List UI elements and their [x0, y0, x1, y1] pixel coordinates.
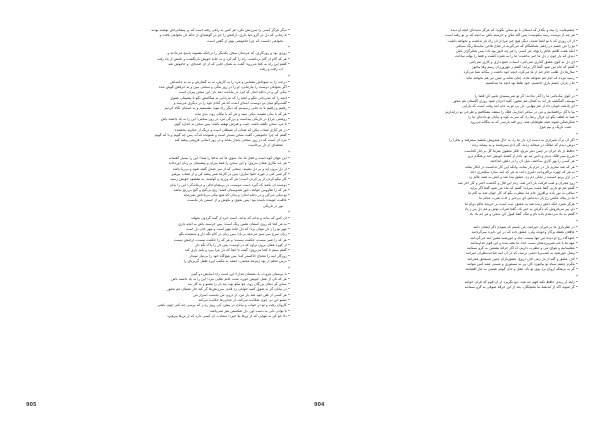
paragraph	[310, 138, 578, 217]
text-line: • گفتم غم تو دارم، گفتا غمت سرآید؛ گفتم که ماه من شو، گفتا اگر برآید	[470, 185, 578, 190]
text-line: • درس معلم ار بود زمزمهٔ محبتی، جمعه به مکتب آورد طفل گریزپای را	[183, 258, 290, 263]
text-line: • روزگار آینه را محتاج خاکستر کند؛ پس هیچ‌گاه خود را بی‌نیاز مپندار	[189, 253, 290, 258]
text-line: • مگرم چشم سیاه تو بیاموزد کار، ور نه مستوری و مستی همه کس نتوانند	[466, 262, 578, 267]
text-line: • هرگز نمیرد آنکه دلش زنده شد به عشق، ثبت است بر جریدهٔ عالم دوام ما	[464, 201, 578, 206]
text-line: • مهر تو را ز دل نتوان برد؛ که دل خانهٔ مهر است و مهر جان دل است	[185, 227, 290, 232]
text-line: • دوش دیدم که ملائک در میخانه زدند، گل آدم بسرشتند و به پیمانه زدند	[471, 143, 578, 148]
text-line: • عاقبت جوینده یابنده بود؛ پس بجوی و بکوش و از جستن باز مایست	[187, 198, 290, 203]
text-line: • هر که گام از گام برداشت، راه را گم کرد و به خانهٔ خویش بازنگشت و نامش از یاد رفت	[156, 56, 290, 61]
text-line: • وصل خورشید به شب‌پرهٔ اعمی نرسد، که در آن آینه صاحب‌نظران حیرانند	[465, 251, 578, 256]
text-line: • هر که را صبر نیست، حکمت نیست؛ و هر که را حکمت نیست، آرامش نیست	[173, 237, 290, 242]
text-line: • هر که را طاووس خواهد، جور هندوستان کشد؛ رنج بی‌گنج و گنج بی‌رنج نباشد	[173, 187, 290, 192]
text-line: • یوسف گمگشته باز آید به کنعان غم مخور، کلبهٔ احزان شود روزی گلستان غم مخور	[452, 98, 578, 103]
text-line: • ساقی به نور باده برافروز جام ما، مطرب بگو که کار جهان شد به کام ما	[468, 191, 578, 196]
paragraph	[310, 94, 578, 131]
left-page	[22, 28, 290, 396]
text-line: • در کوی نیک‌نامی ما را گذر ندادند؛ گر تو نمی‌پسندی تغییر کن قضا را	[474, 93, 578, 98]
text-line: • اگر بخواهی دوست را بیازمایی، او را در روز تنگی و سختی ببین و به حرفش گوش مده	[158, 85, 290, 90]
text-line: • رفتیم و رفتیم تا به جایی رسیدیم که دیگر راه نبود؛ نشستیم و به آسمان نگاه کردیم	[164, 106, 290, 111]
text-line: • تا مرد سخن نگفته باشد، عیب و هنرش نهفته باشد؛ پس سخن به اندازه گوی	[174, 122, 290, 127]
text-line: • جلوه‌گاه رخ او دیدهٔ من تنها نیست، ماه و خورشید همین آینه می‌گردانند	[470, 235, 578, 240]
text-line: • از آن روزی که با تو آشنا شدم، دیگر هیچ چیز مرا از آن راه باز نداشت و نخواهد داشت	[447, 38, 578, 43]
text-line: • بیا تا گل برافشانیم و می در ساغر اندازیم، فلک را سقف بشکافیم و طرحی نو دراندازیم	[445, 109, 578, 114]
text-line: • هر کسی را بهر کاری ساختند، میل آن را در دلش انداختند	[490, 159, 578, 164]
text-line: • تا زمانی که دل در گرو دنیا داری، آرامش را جز در گوشه‌ای از خانهٔ دل نخواهی یافت و	[159, 33, 290, 38]
text-line: • سخن کز دهان بزرگان رود، چو نیکو بود، پند آن را بشنو و به کار بند	[187, 282, 290, 287]
text-line: • ای پادشه خوبان داد از غم تنهایی، دل بی تو به جان آمد وقت است که بازآیی	[462, 104, 578, 109]
text-line: • صبا به لطف بگو آن غزال رعنا را، که سر به کوه و بیابان تو داده‌ای ما را	[468, 114, 578, 119]
text-line: • دلا خو کن به تنهایی که از تن‌ها بلا خیزد؛ سعادت آن کسی دارد که از تن‌ها بپرهیزد	[167, 313, 290, 318]
section-separator: *	[288, 210, 290, 216]
text-line: • آن کس که بداند و بداند که بداند، اسب خرد از گنبد گردون بجهاند	[191, 216, 290, 221]
paragraph	[22, 51, 290, 72]
text-line: • گر شوند آگه از اندیشهٔ ما مغبچگان، بعد از این خرقهٔ صوفی به گرو نستانند	[464, 285, 578, 290]
right-page	[310, 28, 578, 396]
text-line: • سال‌ها دل طلب جام جم از ما می‌کرد، آنچه خود داشت ز بیگانه تمنا می‌کرد	[463, 70, 578, 75]
text-line: • روشنی چراغ در تاریکی پیداست و بزرگی مرد در روز سختی؛ این را به یاد داشته باش	[160, 116, 290, 121]
text-line: • تا توانی دلی به دست آور، دل شکستن هنر نمی‌باشد	[209, 308, 290, 313]
text-line: • گر به نزهتگه ارواح برد بوی تو باد، عقل و جان گوهر هستی به نثار افشانند	[465, 267, 578, 272]
text-line: • گفتم که چرا خاموشی؛ گفت سخن بسیار است و شنونده اندک، پس چه گویم و با که گویم	[154, 132, 290, 137]
text-line: • در نظربازی ما بی‌خبران حیرانند، من چنینم که نمودم دگر ایشان دانند	[473, 224, 578, 229]
text-line: • زبان سرخ سر سبز می‌دهد بر باد؛ پس زبان در کام نگه دار و سنجیده بگو	[179, 232, 290, 237]
text-line: • از کوزه همان برون تراود که در اوست؛ پس دل را پاک نگه دار	[195, 242, 290, 247]
text-line: • عاقلان نقطهٔ پرگار وجودند ولی، عشق داند که در این دایره سرگردانند	[471, 230, 578, 235]
text-line: • هر که با بدان نشیند، نیکی نبیند و هر که با نیکان رود، بدی نیابد	[194, 111, 290, 116]
text-line: • آنچه را که نمی‌دانی مگو و آنچه را که می‌دانی به هنگامش بگو تا پشیمان نشوی	[170, 95, 290, 100]
text-line: • تو را من چشم در راهم، شباهنگام که می‌گیرند در شاخ تلاجن سایه‌ها رنگ سیاهی	[455, 43, 578, 48]
text-line: • مفلسانیم و هوای می و مطرب داریم، آه اگر خرقهٔ پشمین به گرو نستانند	[466, 246, 578, 251]
text-line: • درخت را به میوه‌اش بشناس و مرد را به کارش، نه به گفتارش و نه به جامه‌اش	[169, 79, 290, 84]
text-line: • کاروان رفت و تو در خواب و بیابان در پیش؛ کی روی ره ز که پرسی چه کنی چون باشی	[157, 303, 290, 308]
section-separator: *	[576, 274, 578, 280]
text-line: • گفتم به باد می‌دهدم باده نام و ننگ، گفتا قبول کن سخن و هر چه باد باد	[469, 212, 578, 217]
section-separator: *	[288, 45, 290, 51]
text-line: • ای دل به کوی عشق گذاری نمی‌کنی، اسباب جمع داری و کاری نمی‌کنی	[469, 59, 578, 64]
text-line: • گفتم ببینم تا کجا می‌روی؛ گفت تا آنجا که دل مرا ببرد و پایم یاری کند	[184, 248, 290, 253]
section-separator: *	[288, 265, 290, 271]
text-line: • گفت‌وگو میان دو دوست، آینه‌ای است که هر کدام خود را در دیگری می‌بیند و	[173, 101, 290, 106]
text-line: • دیگر هرگز کسی را سرزنش نکن؛ هر کس به راهی رفته است که بر پیشانی‌اش نوشته بودند	[151, 28, 290, 32]
text-line: • رسید مژده که ایام غم نخواهد ماند، چنان نماند و چنین نیز هم نخواهد ماند	[466, 75, 578, 80]
text-line: • هر چه بکاری همان بدروی؛ و این سخن را همهٔ پیران و پیشینیان بر زبان آورده‌اند	[168, 161, 290, 166]
text-line: • از دل برون آید و بر دل نشیند، سخنی که از سر صدق گفته شود و بی‌ریا باشد	[172, 166, 290, 171]
text-line: • ما ز یاران چشم یاری داشتیم، خود غلط بود آنچه ما پنداشتیم	[485, 80, 578, 85]
text-line: آب رفت و رفت	[259, 67, 283, 72]
text-line: • چشم‌هایت را ببند و بگذار که آسمان با تو سخن بگوید؛ که هرگز ندیده‌ای آنچه او دیده	[450, 28, 578, 32]
text-line: • شکرشکن شوند همه طوطیان هند، زین قند پارسی که به بنگاله می‌رود	[470, 120, 578, 125]
text-line: • در ازل پرتو حسنت ز تجلی دم زد، عشق پیدا شد و آتش به همه عالم زد	[468, 175, 578, 180]
text-line: • اگر آن ترک شیرازی به دست آرد دل ما را، به خال هندویش بخشم سمرقند و بخارا را	[449, 138, 578, 143]
paragraph	[22, 80, 290, 149]
text-line: نخواهی دانست که چرا خاموشی بهتر از گفتن است	[207, 38, 283, 43]
paragraph	[22, 156, 290, 209]
text-line: • حافظ از باد خزان در چمن دهر مرنج، فکر معقول بفرما گل بی‌خار کجاست	[464, 148, 578, 153]
text-line: • مرد آن است که در روز سختی پایدار بماند و در روز آسانی فروتنی پیشه کند	[174, 138, 290, 143]
text-line: • بشنو این نی چون شکایت می‌کند، از جدایی‌ها حکایت می‌کند	[198, 298, 290, 303]
text-line: • با دوستان مروت، با دشمنان مدارا؛ این است راه آسایش دو گیتی	[190, 271, 290, 276]
text-line: • زاهد ار رندی حافظ نکند فهم چه شد، دیو بگریزد از آن قوم که قرآن خوانند	[464, 280, 578, 285]
section-separator: *	[576, 87, 578, 93]
text-line: • هر که نان از عمل خویش خورد، منت حاتم طایی نبرد؛ این را به یاد داشته باش	[171, 276, 290, 281]
text-line: • عهد ما با لب شیرین‌دهنان بست خدا، ما همه بنده و این قوم خداوندانند	[470, 240, 578, 245]
paragraph	[310, 280, 578, 291]
text-line: • دوست آن باشد که گیرد دست دوست، در پریشان‌حالی و درماندگی؛ این را بدان	[169, 182, 290, 187]
page-number-left: 905	[26, 402, 37, 408]
text-line: نور در تاریکی	[262, 203, 283, 208]
text-line: • نه هر که چهره برافروخت دلبری داند، نه هر که آینه سازد سکندری داند	[470, 169, 578, 174]
paragraph	[22, 28, 290, 44]
text-line: • دی پیر می‌فروش که ذکرش به خیر باد، گفتا شراب نوش و غم دل ببر ز یاد	[464, 206, 578, 211]
section-separator: *	[576, 132, 578, 138]
text-line: شب تاریک و بیم موج	[539, 125, 571, 130]
section-separator: *	[288, 150, 290, 156]
text-line: • آنکه هفت اقلیم عالم را نهاد، هر کسی را هر چه لایق بود داد؛ پس شکرگزار باش	[456, 49, 578, 54]
text-line: • این جهان کوه است و فعل ما ندا، سوی ما آید نداها را صدا؛ این را بسیار گفته‌اند	[168, 156, 290, 161]
text-line: • نیکی کن و در دجله انداز که ایزد در بیابانت دهد باز؛ این سخن پیران است	[178, 90, 290, 95]
text-line: • در بیابان گر به شوق کعبه خواهی زد قدم، سرزنش‌ها گر کند خار مغیلان غم مخور	[166, 287, 290, 292]
text-line: • گر صبر کنی ز غوره حلوا سازی؛ پس در کارها صبر پیشه کن و از شتاب بپرهیز	[171, 172, 290, 176]
paragraph	[310, 225, 578, 273]
text-line: • تو نیکی می‌کن و در دجله انداز؛ و بدان که هیچ نیکی بی‌پاداش نمی‌ماند	[183, 193, 290, 198]
text-line: • کار نیکو کردن از پر کردن است؛ هر که ورزید و کوشید، به مقصود خویش رسید	[170, 177, 290, 182]
text-line: • به هر کجا که روی آسمان همین رنگ است؛ پس خرسند باش به آنچه داری	[178, 221, 290, 226]
paragraph	[22, 272, 290, 320]
text-line: • لاف عشق و گله از یار زهی لاف دروغ، عشق‌بازان چنین مستحق هجرانند	[467, 256, 578, 261]
text-line: • روزی بود و روزگاری، که مردمان سخن یکدیگر را بی‌آنکه بشنوند پاسخ می‌دادند و	[167, 51, 290, 56]
paragraph	[310, 28, 578, 86]
paragraph	[22, 216, 290, 264]
text-line: • دیدی که یار چون ز دل ما خبر نداشت؛ ما را به غمزه کشت و قضا را بهانه ساخت	[454, 54, 578, 59]
text-line: شعله‌ای از دل برخاست	[248, 143, 283, 148]
text-line: • هر کسی از ظن خود شد یار من، از درون من نجست اسرار من	[192, 292, 290, 297]
text-line: • هر که شد محرم دل در حرم یار بماند، وانکه این کار ندانست در انکار بماند	[464, 164, 578, 169]
section-separator: *	[576, 218, 578, 224]
page-number-right: 904	[314, 402, 325, 408]
text-line: • روز هجران و شب فرقت یار آخر شد، زدم این فال و گذشت اختر و کار آخر شد	[457, 180, 578, 185]
text-line: • هر چه از دوست رسد نیکوست؛ پس گله مکن و خرسند باش به آنچه که بر تو رفته است	[445, 33, 578, 38]
section-separator: *	[288, 73, 290, 79]
text-line: • مزرع سبز فلک دیدم و داس مه نو، یادم از کشتهٔ خویش آمد و هنگام درو	[468, 154, 578, 159]
text-line: • گفتم که ماه من شو، گفتا اگر برآید؛ گفتم ز مهرورزان رسم وفا بیاموز	[471, 65, 578, 70]
text-line: • در هر کاری شتاب مکن که شتاب از شیطان است و درنگ از خداوند بخشنده	[174, 127, 290, 132]
text-line: • ما در پیاله عکس رخ یار دیده‌ایم، ای بی‌خبر ز لذت شرب مدام ما	[479, 196, 578, 201]
text-line: • گفتم این راه به کجا می‌رود؛ گفت به همان جایی که از آن آمده‌ای، و خاموش شد	[168, 61, 290, 66]
